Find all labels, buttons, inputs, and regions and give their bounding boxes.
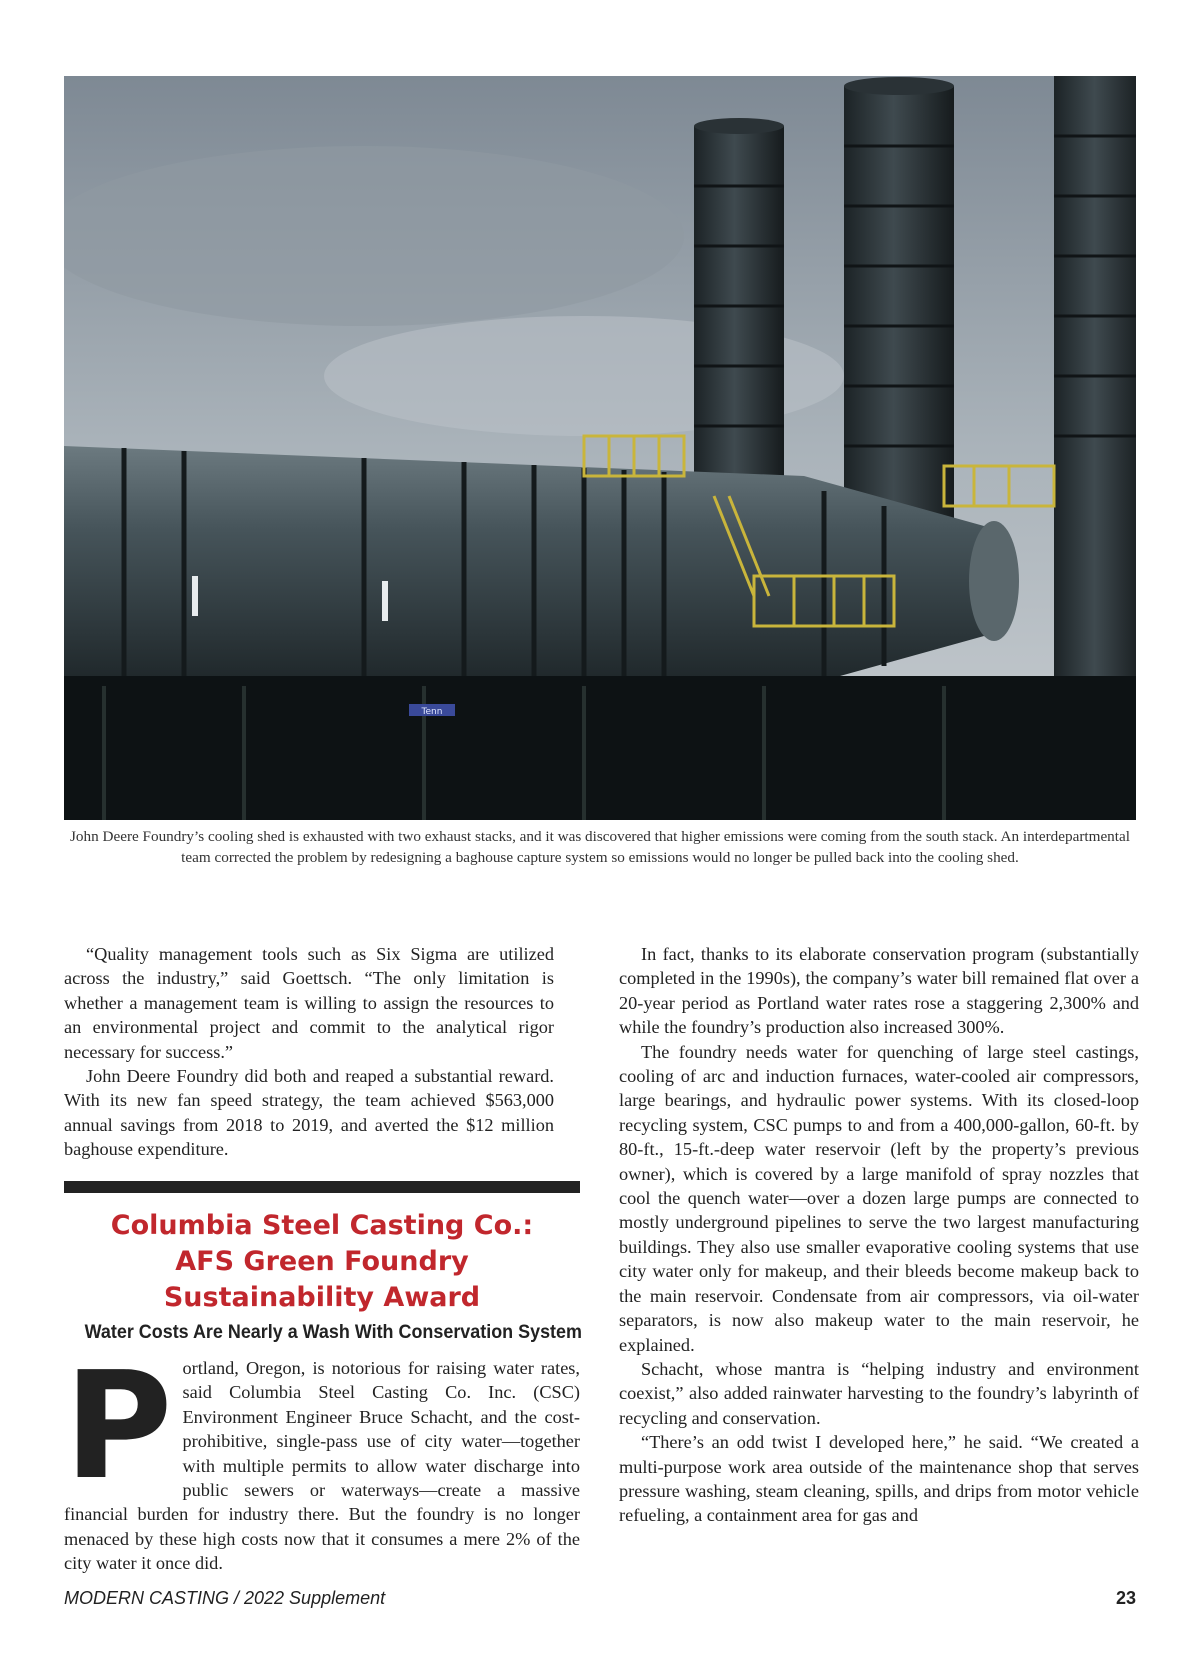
publication-footer: MODERN CASTING / 2022 Supplement xyxy=(64,1588,386,1608)
award-story-paragraph: ortland, Oregon, is notorious for raising water rates, said Columbia Steel Casting Co. Inc. (CSC) Environment Engineer Bruce Schacht, and the cost-prohibitive, single-pass use of city water—together with multiple permits to allow water discharge into public sewers or waterways—create a massive financial burden for industry there. But the foundry is no longer menaced by these high costs now that it consumes a mere 2% of the city water it once did. xyxy=(64,1358,580,1574)
right-paragraph-3: Schacht, whose mantra is “helping industry and environment coexist,” also added rainwater harvesting to the foundry’s labyrinth of recycling and conservation. xyxy=(619,1358,1139,1428)
right-paragraph-1: In fact, thanks to its elaborate conservation program (substantially completed in the 1990s), the company’s water bill remained flat over a 20-year period as Portland water rates rose a staggering 2,300% and while the foundry’s production also increased 300%. xyxy=(619,944,1139,1038)
right-column xyxy=(619,942,1139,1528)
award-title-line-3: Sustainability Award xyxy=(163,1282,481,1313)
photo-caption: John Deere Foundry’s cooling shed is exhausted with two exhaust stacks, and it was discovered that higher emissions were coming from the south stack. An interdepartmental team corrected the problem by redesigning a baghouse capture system so emissions would no longer be pulled back into the cooling shed. xyxy=(70,828,1130,866)
left-paragraph-2: John Deere Foundry did both and reaped a substantial reward. With its new fan speed strategy, the team achieved $563,000 annual savings from 2018 to 2019, and averted the $12 million baghouse expenditure. xyxy=(64,1066,554,1160)
left-column xyxy=(64,942,554,1162)
award-subhead: Water Costs Are Nearly a Wash With Conservation System xyxy=(84,1321,582,1343)
photo-illustration xyxy=(64,76,1136,820)
right-paragraph-4: “There’s an odd twist I developed here,” he said. “We created a multi-purpose work area outside of the maintenance shop that serves pressure washing, steam cleaning, spills, and drips from motor vehicle refueling, a containment area for gas and xyxy=(619,1432,1139,1526)
award-title-line-2: AFS Green Foundry xyxy=(175,1246,469,1277)
page-number: 23 xyxy=(1115,1588,1136,1608)
left-paragraph-1: “Quality management tools such as Six Sigma are utilized across the industry,” said Goettsch. “The only limitation is whether a management team is willing to assign the resources to an environmental project and commit to the analytical rigor necessary for success.” xyxy=(64,944,554,1062)
award-title-line-1: Columbia Steel Casting Co.: xyxy=(110,1210,534,1241)
award-title xyxy=(64,1208,580,1316)
photo-sign-text: Tenn xyxy=(421,707,443,717)
section-rule xyxy=(64,1181,580,1193)
award-story xyxy=(64,1340,580,1576)
drop-cap: P xyxy=(64,1340,173,1512)
foundry-exhaust-photo xyxy=(64,76,1136,820)
right-paragraph-2: The foundry needs water for quenching of large steel castings, cooling of arc and induction furnaces, water-cooled air compressors, large bearings, and hydraulic power systems. With its closed-loop recycling system, CSC pumps to and from a 400,000-gallon, 60-ft. by 80-ft., 15-ft.-deep water reservoir (left by the property’s previous owner), which is covered by a large manifold of spray nozzles that cool the quench water—over a dozen large pumps are connected to mostly underground pipelines to serve the two largest manufacturing buildings. They also use smaller evaporative cooling systems that use city water only for makeup, and their bleeds become makeup back to the main reservoir. Condensate from air compressors, via oil-water separators, is now also makeup water to the main reservoir, he explained. xyxy=(619,1041,1139,1355)
